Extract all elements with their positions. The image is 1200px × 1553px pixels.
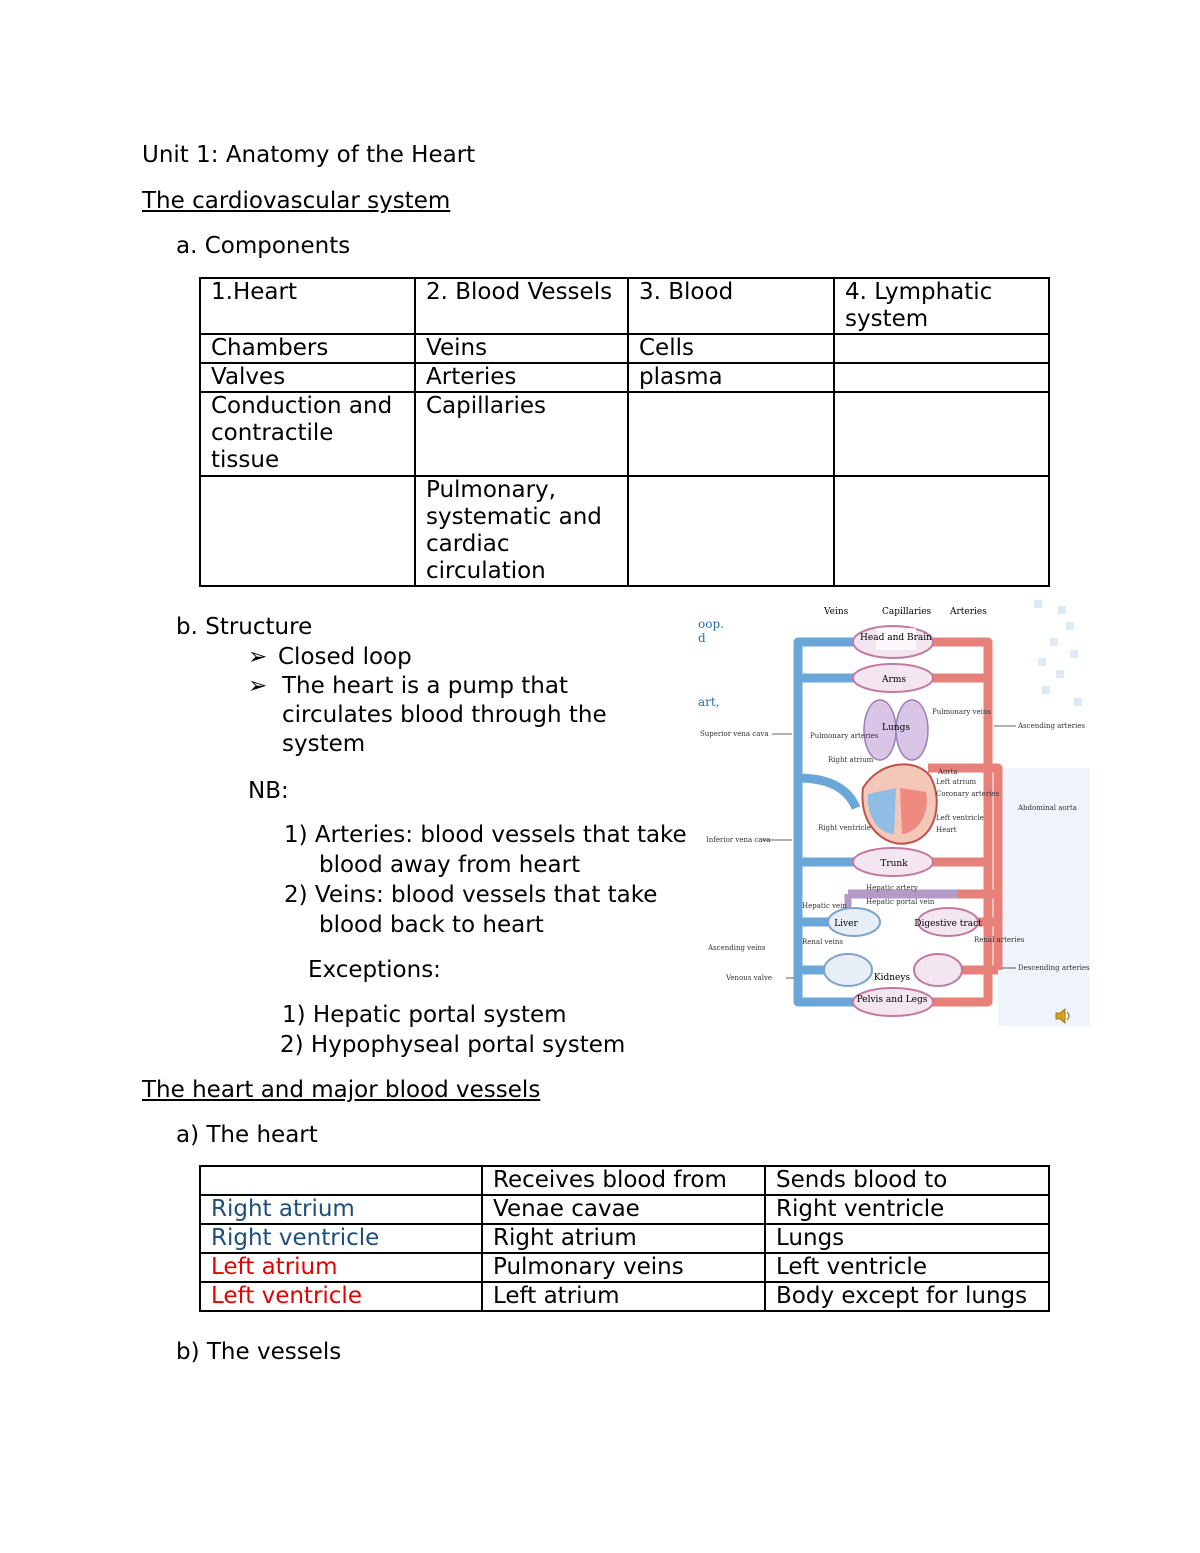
circulatory-system-diagram xyxy=(698,598,1090,1026)
table-cell: Capillaries xyxy=(415,392,628,476)
label-superior-vena-cava: Superior vena cava xyxy=(700,730,769,738)
chamber-right-ventricle: Right ventricle xyxy=(200,1224,482,1253)
bullet-text: The heart is a pump that circulates blood through the system xyxy=(282,673,607,757)
bullet-text: Closed loop xyxy=(278,644,412,670)
label-renal-veins: Renal veins xyxy=(802,938,843,946)
label-hepatic-vein: Hepatic vein xyxy=(802,902,847,910)
exceptions-label: Exceptions: xyxy=(308,957,441,983)
label-aorta: Aorta xyxy=(938,768,958,776)
organ-label-lungs: Lungs xyxy=(882,723,910,733)
organ-label-liver: Liver xyxy=(834,919,858,929)
table-cell: Right ventricle xyxy=(765,1195,1049,1224)
arteries-label: Arteries xyxy=(950,607,987,617)
table-cell: Chambers xyxy=(200,334,415,363)
nb-item: 1) Arteries: blood vessels that take blood away from heart xyxy=(284,822,687,878)
label-pulmonary-arteries: Pulmonary arteries xyxy=(810,732,879,740)
table-cell: Arteries xyxy=(415,363,628,392)
fragment-label: d xyxy=(698,631,706,645)
arrowhead-bullet-icon: ➢ xyxy=(248,673,268,699)
components-header-blood: 3. Blood xyxy=(628,278,834,334)
label-right-ventricle: Right ventricle xyxy=(818,824,871,832)
label-hepatic-portal-vein: Hepatic portal vein xyxy=(866,898,935,906)
fragment-label: art, xyxy=(698,695,720,709)
components-header-lymphatic: 4. Lymphatic system xyxy=(834,278,1049,334)
table-cell: Lungs xyxy=(765,1224,1049,1253)
components-header-blood-vessels: 2. Blood Vessels xyxy=(415,278,628,334)
arrowhead-bullet-icon: ➢ xyxy=(248,644,268,670)
label-renal-arteries: Renal arteries xyxy=(974,936,1025,944)
label-hepatic-artery: Hepatic artery xyxy=(866,884,918,892)
bullet-item xyxy=(248,672,648,759)
label-coronary-arteries: Coronary arteries xyxy=(936,790,1000,798)
label-inferior-vena-cava: Inferior vena cava xyxy=(706,836,771,844)
label-venous-valve: Venous valve xyxy=(726,974,773,982)
table-cell: Pulmonary, systematic and cardiac circulation xyxy=(415,476,628,586)
label-left-atrium: Left atrium xyxy=(936,778,977,786)
exception-item: 1) Hepatic portal system xyxy=(282,1002,567,1028)
fragment-label: oop. xyxy=(698,617,724,631)
table-cell xyxy=(834,334,1049,363)
nb-label: NB: xyxy=(248,778,289,804)
organ-label-trunk: Trunk xyxy=(880,859,908,869)
veins-label: Veins xyxy=(824,607,849,617)
table-cell xyxy=(834,476,1049,586)
heart-header-receives: Receives blood from xyxy=(482,1166,765,1195)
organ-label-digestive: Digestive tract xyxy=(914,919,982,929)
subheading-the-heart: a) The heart xyxy=(176,1122,318,1148)
vein-vessels xyxy=(798,642,868,1002)
heart-chambers-table xyxy=(199,1165,1050,1312)
label-abdominal-aorta: Abdominal aorta xyxy=(1018,804,1077,812)
components-header-heart: 1.Heart xyxy=(200,278,415,334)
table-cell xyxy=(834,363,1049,392)
table-cell: Cells xyxy=(628,334,834,363)
section-heading-heart-vessels: The heart and major blood vessels xyxy=(142,1077,541,1103)
capillaries-label: Capillaries xyxy=(882,607,932,617)
table-cell: Body except for lungs xyxy=(765,1282,1049,1311)
components-table xyxy=(199,277,1050,587)
table-cell xyxy=(200,1166,482,1195)
exception-item: 2) Hypophyseal portal system xyxy=(280,1032,626,1058)
label-ascending-veins: Ascending veins xyxy=(708,944,766,952)
table-cell: Left ventricle xyxy=(765,1253,1049,1282)
table-cell: Veins xyxy=(415,334,628,363)
organ-label-arms: Arms xyxy=(882,675,906,685)
chamber-left-ventricle: Left ventricle xyxy=(200,1282,482,1311)
label-ascending-arteries: Ascending arteries xyxy=(1018,722,1085,730)
table-cell xyxy=(834,392,1049,476)
table-cell: Left atrium xyxy=(482,1282,765,1311)
label-descending-arteries: Descending arteries xyxy=(1018,964,1090,972)
subheading-the-vessels: b) The vessels xyxy=(176,1339,342,1365)
table-cell xyxy=(628,476,834,586)
table-cell: Conduction and contractile tissue xyxy=(200,392,415,476)
label-pulmonary-veins: Pulmonary veins xyxy=(932,708,991,716)
section-heading-cardiovascular: The cardiovascular system xyxy=(142,188,451,214)
table-cell: Venae cavae xyxy=(482,1195,765,1224)
table-cell: plasma xyxy=(628,363,834,392)
label-right-atrium: Right atrium xyxy=(828,756,874,764)
subheading-components: a. Components xyxy=(176,233,351,259)
heart-drawing xyxy=(862,764,936,843)
heart-header-sends: Sends blood to xyxy=(765,1166,1049,1195)
organ-label-pelvis: Pelvis and Legs xyxy=(856,995,928,1005)
label-left-ventricle: Left ventricle xyxy=(936,814,984,822)
chamber-left-atrium: Left atrium xyxy=(200,1253,482,1282)
organ-label-head: Head and Brain xyxy=(860,633,932,643)
table-cell: Valves xyxy=(200,363,415,392)
document-title: Unit 1: Anatomy of the Heart xyxy=(142,142,476,168)
bullet-item xyxy=(248,642,412,672)
table-cell xyxy=(628,392,834,476)
organ-label-kidneys: Kidneys xyxy=(873,973,911,983)
table-cell: Right atrium xyxy=(482,1224,765,1253)
chamber-right-atrium: Right atrium xyxy=(200,1195,482,1224)
label-heart: Heart xyxy=(936,826,957,834)
left-leader-lines xyxy=(762,734,794,978)
nb-item: 2) Veins: blood vessels that take blood back to heart xyxy=(284,882,658,938)
table-cell: Pulmonary veins xyxy=(482,1253,765,1282)
table-cell xyxy=(200,476,415,586)
background-pattern xyxy=(1034,600,1082,706)
subheading-structure: b. Structure xyxy=(176,614,313,640)
